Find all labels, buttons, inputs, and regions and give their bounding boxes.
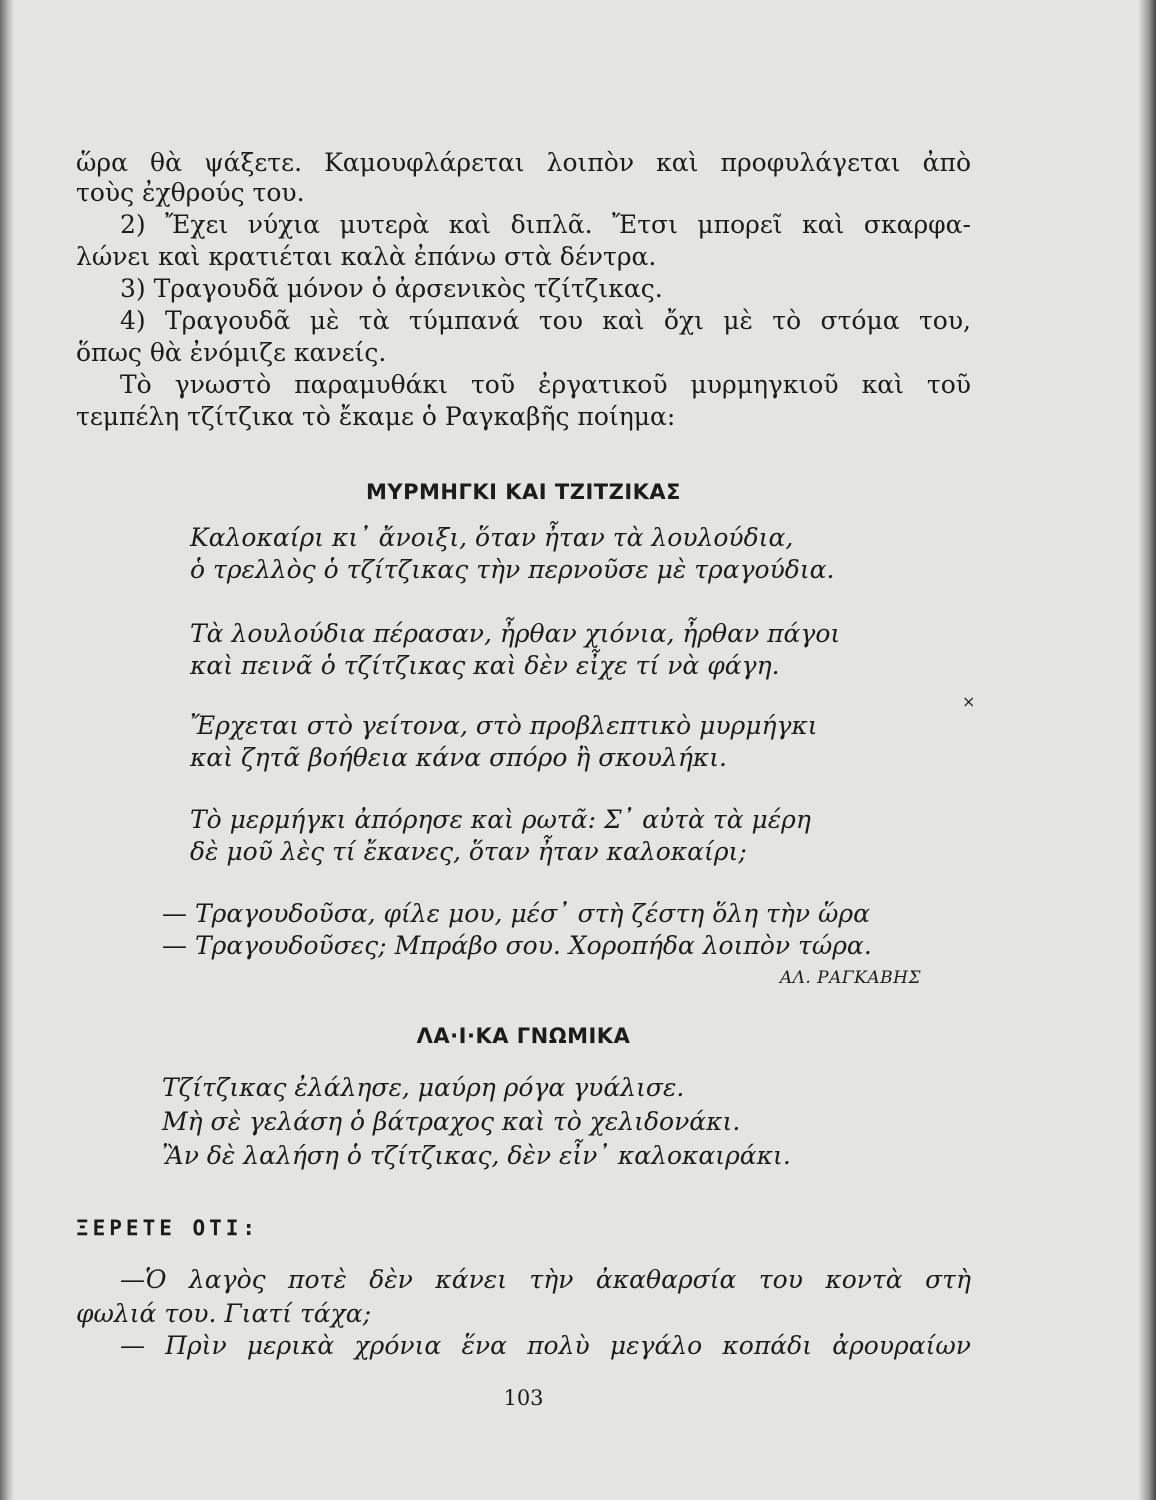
page-number: 103 bbox=[503, 1386, 544, 1410]
intro-line-5: 3) Τραγουδᾶ μόνον ὁ ἀρσενικὸς τζίτζικας. bbox=[120, 274, 663, 303]
intro-line-7: ὅπως θὰ ἐνόμιζε κανείς. bbox=[76, 338, 387, 367]
intro-line-6: 4) Τραγουδᾶ μὲ τὰ τύμπανά του καὶ ὄχι μὲ τὸ στόμα του, bbox=[120, 306, 971, 335]
poem-stanza-2-line-1: Τὰ λουλούδια πέρασαν, ἦρθαν χιόνια, ἦρθαν πάγοι bbox=[190, 619, 841, 648]
xerete-line-3: — Πρὶν μερικὰ χρόνια ἕνα πολὺ μεγάλο κοπάδι ἀρουραίων bbox=[120, 1331, 971, 1360]
poem-stanza-5-line-1: — Τραγουδοῦσα, φίλε μου, μέσ᾿ στὴ ζέστη ὅλη τὴν ὥρα bbox=[162, 899, 870, 928]
poem-stanza-3-line-2: καὶ ζητᾶ βοήθεια κάνα σπόρο ἢ σκουλήκι. bbox=[190, 743, 727, 772]
poem-stanza-1-line-1: Καλοκαίρι κι᾿ ἄνοιξι, ὅταν ἦταν τὰ λουλούδια, bbox=[190, 523, 794, 552]
poem-stanza-3-line-1: Ἔρχεται στὸ γείτονα, στὸ προβλεπτικὸ μυρμήγκι bbox=[190, 711, 818, 740]
xerete-heading: ΞΕΡΕΤΕ ΟΤΙ: bbox=[76, 1216, 260, 1240]
poem-stanza-4-line-2: δὲ μοῦ λὲς τί ἔκανες, ὅταν ἦταν καλοκαίρι; bbox=[190, 837, 747, 866]
poem-stanza-5-line-2: — Τραγουδοῦσες; Μπράβο σου. Χοροπήδα λοιπὸν τώρα. bbox=[162, 931, 872, 960]
poem-title: ΜΥΡΜΗΓΚΙ ΚΑΙ ΤΖΙΤΖΙΚΑΣ bbox=[366, 480, 681, 504]
sayings-title: ΛΑ·Ι·ΚΑ ΓΝΩΜΙΚΑ bbox=[416, 1024, 631, 1048]
intro-line-9: τεμπέλη τζίτζικα τὸ ἔκαμε ὁ Ραγκαβῆς ποίημα: bbox=[76, 402, 676, 431]
margin-mark: × bbox=[962, 692, 976, 711]
poem-stanza-4-line-1: Τὸ μερμήγκι ἀπόρησε καὶ ρωτᾶ: Σ᾿ αὐτὰ τὰ μέρη bbox=[190, 805, 811, 834]
poem-author: ΑΛ. ΡΑΓΚΑΒΗΣ bbox=[779, 968, 921, 988]
xerete-line-1: —Ὁ λαγὸς ποτὲ δὲν κάνει τὴν ἀκαθαρσία του κοντὰ στὴ bbox=[120, 1265, 971, 1294]
intro-line-4: λώνει καὶ κρατιέται καλὰ ἐπάνω στὰ δέντρα. bbox=[76, 242, 657, 271]
scan-edge-left bbox=[0, 0, 14, 1500]
intro-line-8: Τὸ γνωστὸ παραμυθάκι τοῦ ἐργατικοῦ μυρμηγκιοῦ καὶ τοῦ bbox=[120, 370, 971, 399]
saying-line-3: Ἂν δὲ λαλήση ὁ τζίτζικας, δὲν εἶν᾿ καλοκαιράκι. bbox=[162, 1141, 791, 1170]
intro-line-3: 2) Ἔχει νύχια μυτερὰ καὶ διπλᾶ. Ἔτσι μπορεῖ καὶ σκαρφα- bbox=[120, 210, 971, 239]
xerete-line-2: φωλιά του. Γιατί τάχα; bbox=[76, 1299, 372, 1328]
poem-stanza-1-line-2: ὁ τρελλὸς ὁ τζίτζικας τὴν περνοῦσε μὲ τραγούδια. bbox=[190, 555, 835, 584]
intro-line-2: τοὺς ἐχθρούς του. bbox=[76, 178, 305, 207]
scan-edge-right bbox=[1138, 0, 1156, 1500]
intro-line-1: ὥρα θὰ ψάξετε. Καμουφλάρεται λοιπὸν καὶ προφυλάγεται ἀπὸ bbox=[76, 148, 971, 177]
poem-stanza-2-line-2: καὶ πεινᾶ ὁ τζίτζικας καὶ δὲν εἶχε τί νὰ φάγη. bbox=[190, 651, 780, 680]
saying-line-1: Τζίτζικας ἐλάλησε, μαύρη ρόγα γυάλισε. bbox=[162, 1073, 685, 1102]
saying-line-2: Μὴ σὲ γελάση ὁ βάτραχος καὶ τὸ χελιδονάκι. bbox=[162, 1107, 741, 1136]
